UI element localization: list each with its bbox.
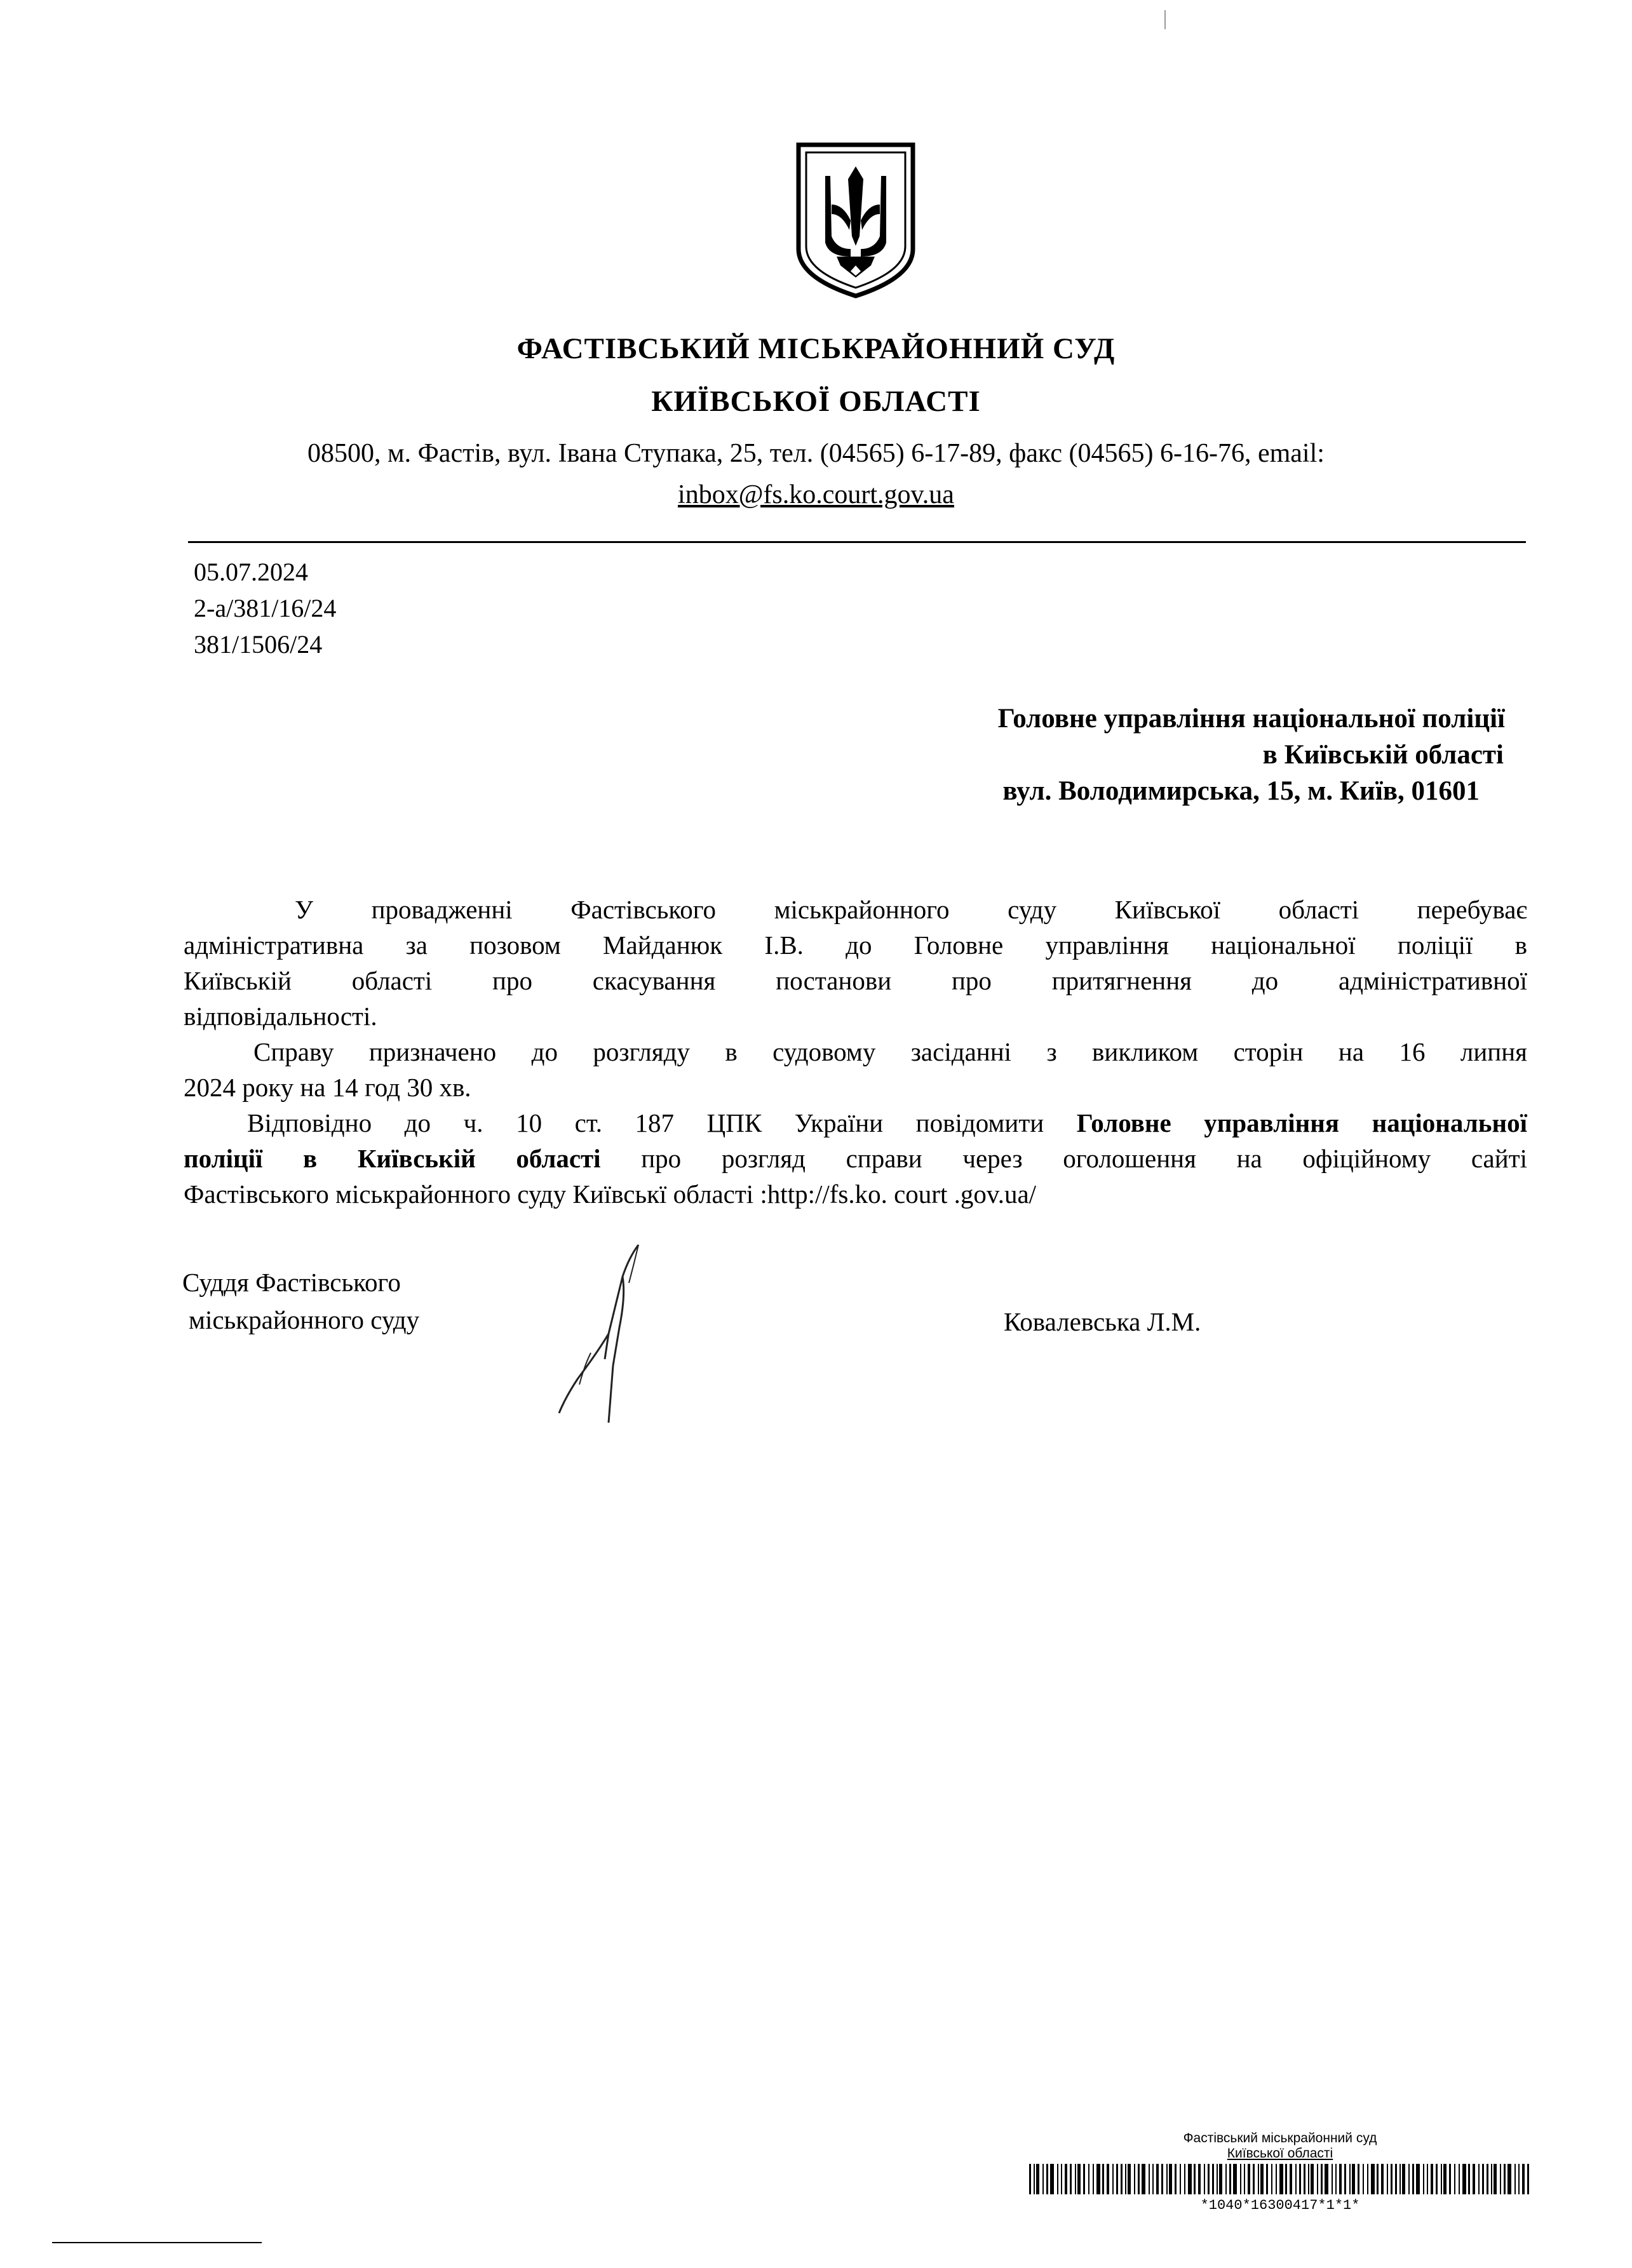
- body-p1-line3: Київській області про скасування постанови про притягнення до адміністративної: [184, 966, 1527, 995]
- body-p1-line2: адміністративна за позовом Майданюк І.В. до Головне управління національної поліції в: [184, 930, 1527, 960]
- recipient-line2: в Київській області: [1262, 740, 1504, 770]
- proceeding-number: 381/1506/24: [194, 630, 323, 659]
- barcode-number: *1040*16300417*1*1*: [1200, 2198, 1360, 2213]
- signature-title-line2: міськрайонного суду: [189, 1305, 420, 1334]
- barcode: [1029, 2164, 1531, 2198]
- recipient-block: [998, 701, 1505, 809]
- court-name-line1: ФАСТІВСЬКИЙ МІСЬКРАЙОННИЙ СУД: [516, 332, 1116, 365]
- court-name-line2: КИЇВСЬКОЇ ОБЛАСТІ: [651, 385, 981, 418]
- court-email-link[interactable]: inbox@fs.ko.court.gov.ua: [678, 480, 954, 509]
- footer-rule: [52, 2242, 262, 2243]
- document-date: 05.07.2024: [194, 558, 308, 586]
- court-address: 08500, м. Фастів, вул. Івана Ступака, 25, тел. (04565) 6-17-89, факс (04565) 6-16-76, email:: [307, 439, 1325, 468]
- body-p2-line1: Справу призначено до розгляду в судовому засіданні з викликом сторін на 16 липня: [253, 1037, 1527, 1066]
- signature-title-line1: Суддя Фастівського: [182, 1268, 401, 1297]
- body-p3-line1-bold: Головне управління національної: [1076, 1108, 1527, 1137]
- footer-court-line1: Фастівський міськрайонний суд: [1183, 2131, 1377, 2145]
- ukraine-coat-of-arms-icon: [792, 141, 919, 299]
- body-p1-line4: відповідальності.: [184, 1002, 377, 1031]
- body-p3-line3: Фастівського міськрайонного суду Київськї області :http://fs.ko. court .gov.ua/: [184, 1179, 1037, 1209]
- case-number: 2-а/381/16/24: [194, 594, 337, 622]
- body-p3-line2-text: про розгляд справи через оголошення на офіційному сайті: [641, 1144, 1528, 1173]
- body-p2-line2: 2024 року на 14 год 30 хв.: [184, 1073, 471, 1102]
- recipient-line1: Головне управління національної поліції: [997, 704, 1505, 734]
- footer-court-line2: Київської області: [1227, 2146, 1333, 2161]
- body-p3-line1-text: Відповідно до ч. 10 ст. 187 ЦПК України повідомити: [247, 1108, 1044, 1137]
- handwritten-signature: [534, 1238, 648, 1429]
- body-p3-line1: [184, 1105, 1527, 1141]
- signature-title: [182, 1264, 419, 1339]
- recipient-line3: вул. Володимирська, 15, м. Київ, 01601: [1002, 776, 1480, 806]
- document-meta: [194, 554, 336, 662]
- scan-mark: [1164, 10, 1166, 29]
- body-p1-line1: У провадженні Фастівського міськрайонного суду Київської області перебуває: [295, 895, 1527, 924]
- header-divider: [188, 541, 1526, 543]
- body-p3-line2: [184, 1141, 1527, 1176]
- body-p3-line2-bold: поліції в Київській області: [184, 1144, 601, 1173]
- judge-name: Ковалевська Л.М.: [1004, 1307, 1201, 1336]
- footer-stamp: [1029, 2131, 1531, 2213]
- letter-body: [184, 892, 1527, 1212]
